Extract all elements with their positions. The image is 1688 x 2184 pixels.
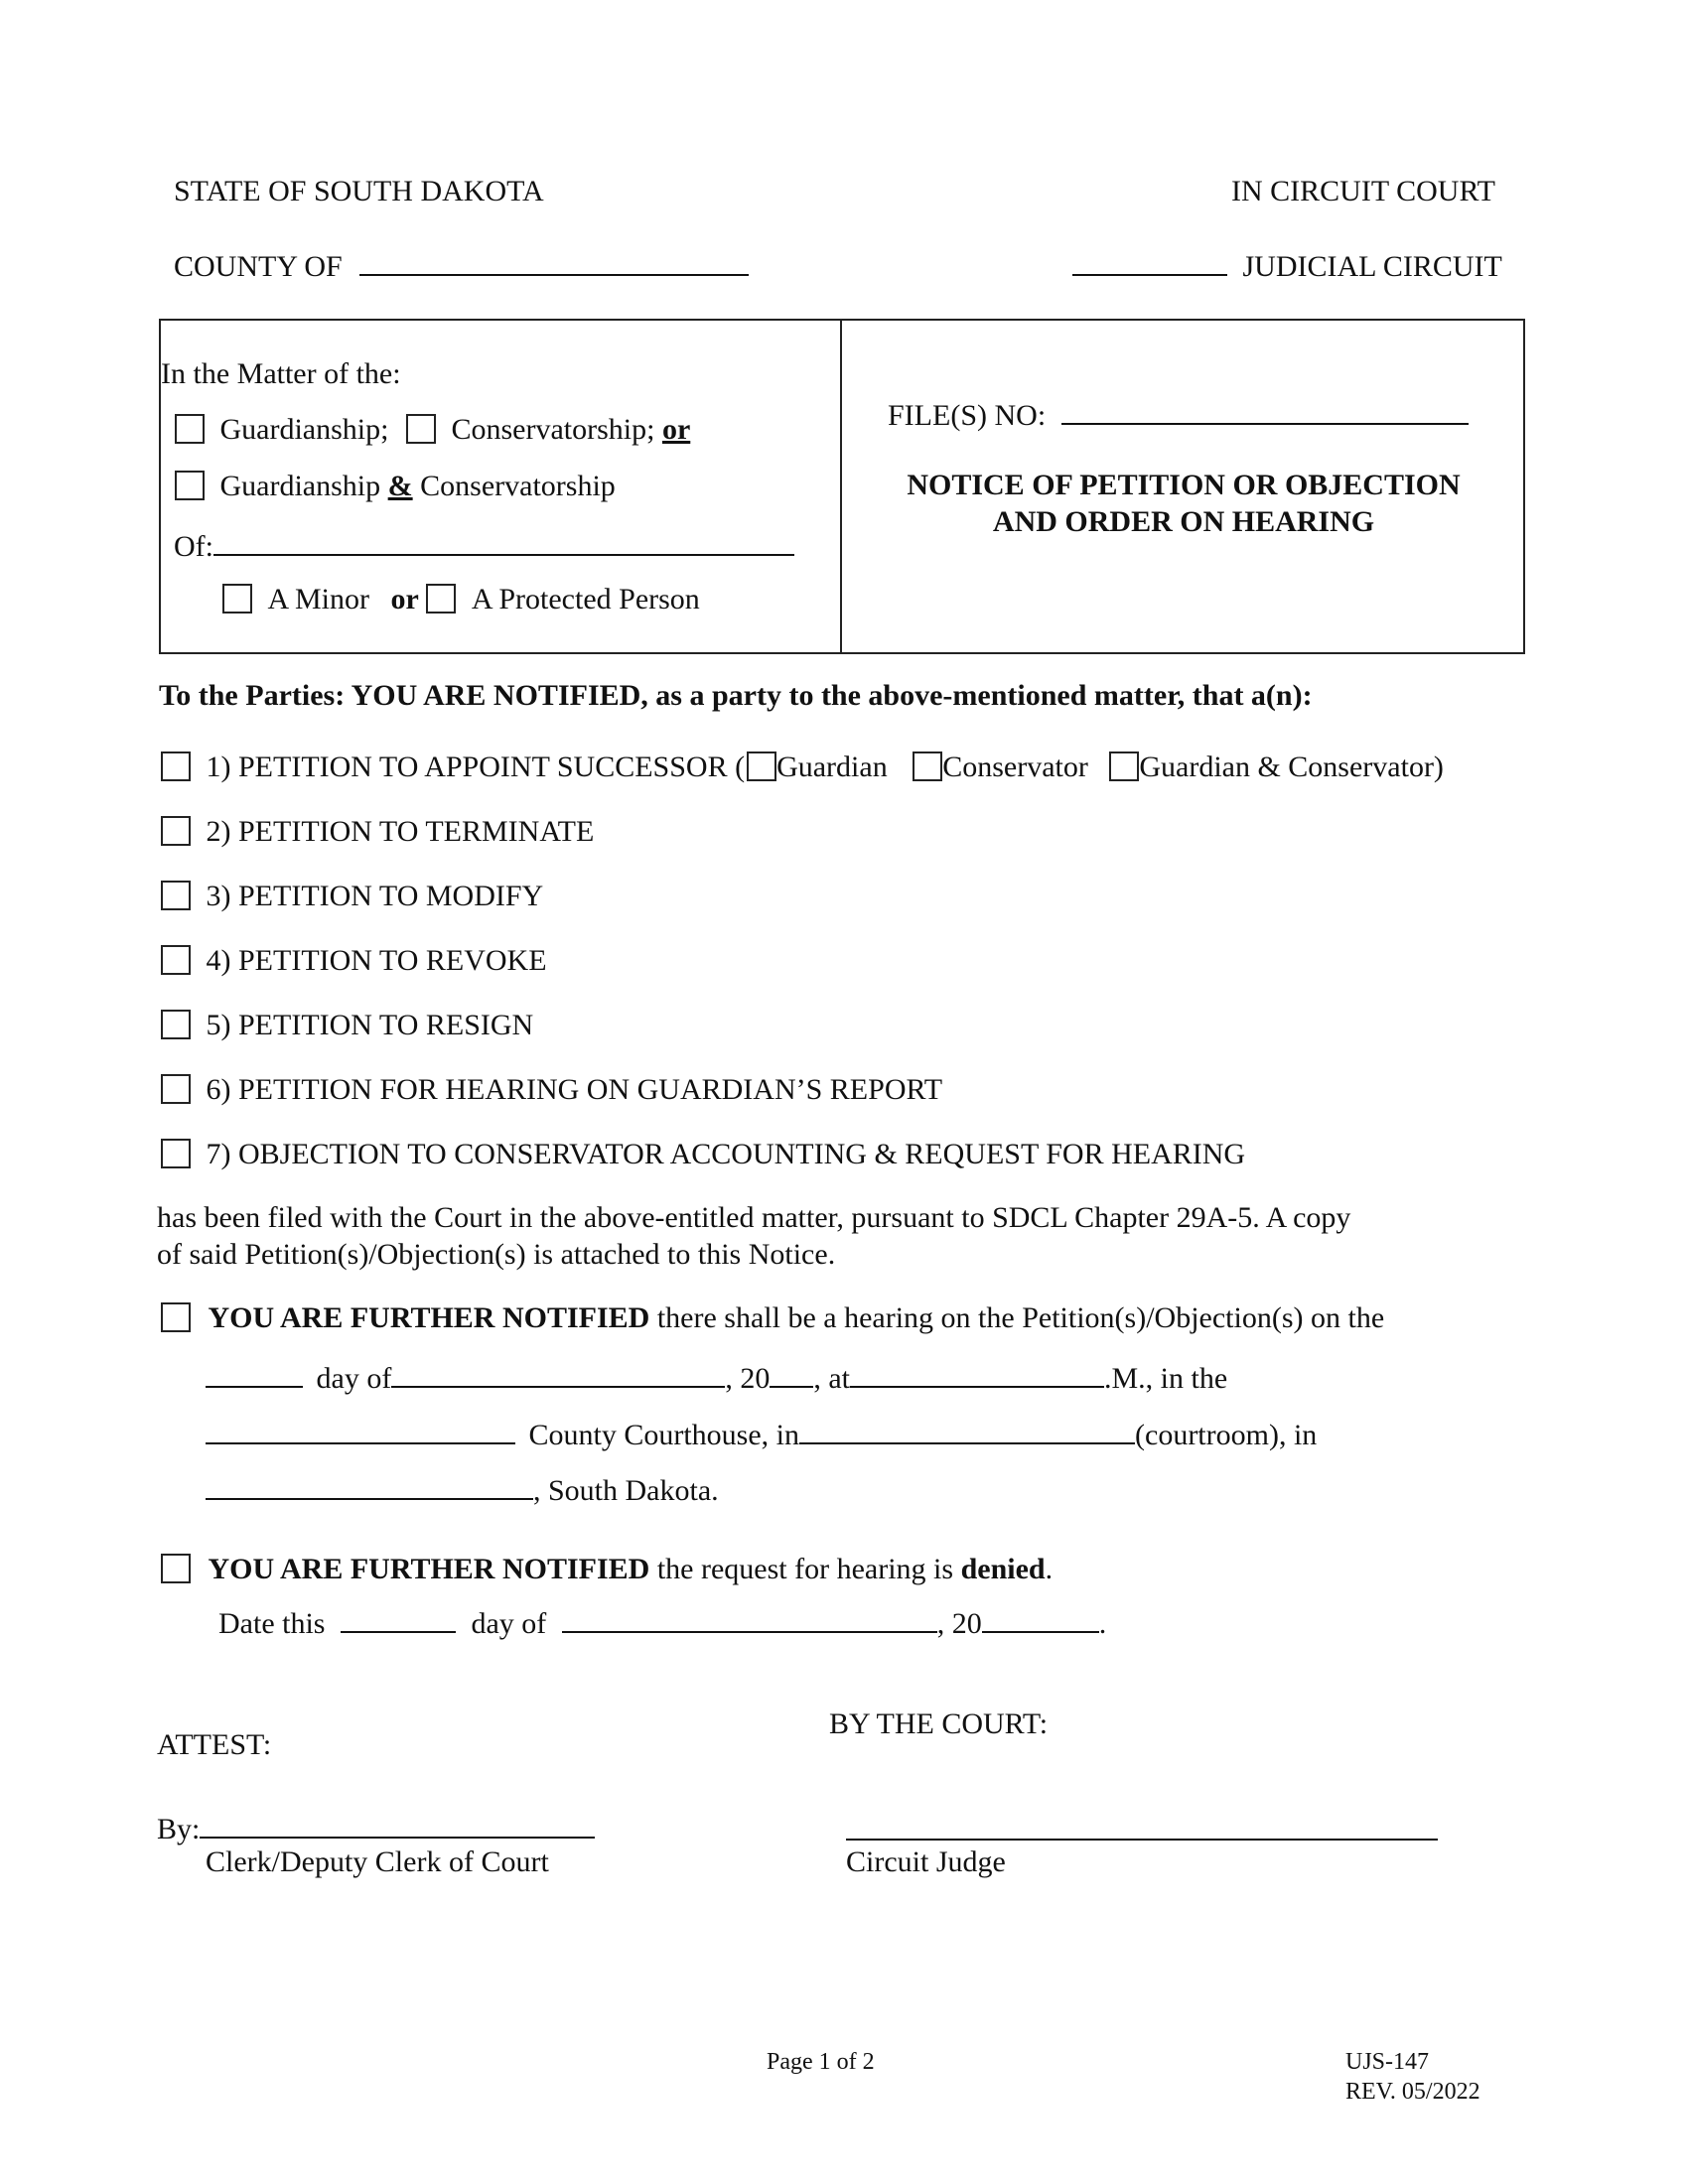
county-label: COUNTY OF [174,250,343,283]
denied-checkbox[interactable] [161,1554,191,1583]
hearing-text: there shall be a hearing on the Petition(s)/Objection(s) on the [656,1301,1385,1334]
item-6 [161,1073,942,1107]
judicial-circuit-label: JUDICIAL CIRCUIT [1242,250,1502,283]
date-month-field[interactable] [562,1603,937,1633]
form-id: UJS-147 [1345,2049,1430,2075]
hearing-time-field[interactable] [850,1358,1104,1388]
hearing-day-field[interactable] [206,1358,303,1388]
minor-checkbox[interactable] [222,584,252,614]
form-revision: REV. 05/2022 [1345,2079,1480,2105]
item-2 [161,815,594,849]
year-prefix: , 20 [725,1362,771,1395]
hearing-location-row [206,1415,1317,1452]
guardianship-label: Guardianship; [219,413,389,446]
clerk-signature-field[interactable] [200,1809,595,1839]
denied-notified-bold: YOU ARE FURTHER NOTIFIED [208,1553,650,1585]
ward-name-field[interactable] [213,526,794,556]
county-courthouse-field[interactable] [206,1415,515,1444]
hearing-city-row [206,1470,719,1508]
judge-signature-line[interactable] [846,1839,1438,1841]
item-5-checkbox[interactable] [161,1010,191,1039]
date-day-of-label: day of [471,1607,547,1640]
or-label: or [661,413,691,446]
file-no-label: FILE(S) NO: [888,399,1047,432]
courtroom-field[interactable] [799,1415,1135,1444]
item-7-checkbox[interactable] [161,1139,191,1168]
denied-row [161,1553,1053,1586]
clerk-caption: Clerk/Deputy Clerk of Court [206,1845,549,1878]
clerk-signature-row [157,1809,595,1846]
city-field[interactable] [206,1470,533,1500]
am-pm-label: .M., in the [1103,1362,1228,1395]
denied-period: . [1045,1553,1054,1585]
successor-both-checkbox[interactable] [1109,751,1139,781]
form-title-line-1: NOTICE OF PETITION OR OBJECTION [907,469,1461,501]
file-no-row [888,395,1469,433]
judge-caption: Circuit Judge [846,1845,1006,1878]
page-number: Page 1 of 2 [767,2049,875,2075]
date-day-field[interactable] [341,1603,456,1633]
conservatorship-label-2: Conservatorship [420,470,616,502]
attest-label: ATTEST: [157,1728,272,1761]
at-label: , at [813,1362,850,1395]
successor-both-label: Guardian & Conservator) [1139,751,1444,783]
notice-intro: To the Parties: YOU ARE NOTIFIED, as a party to the above-mentioned matter, that a(n): [159,679,1313,712]
minor-label: A Minor [267,583,370,615]
file-no-field[interactable] [1061,395,1469,425]
or-label-2: or [390,583,419,615]
form-title-line-2: AND ORDER ON HEARING [992,505,1375,538]
ampersand-label: & [387,470,413,502]
item-1-label: 1) PETITION TO APPOINT SUCCESSOR ( [206,751,746,783]
of-row [174,526,794,564]
hearing-row [161,1301,1384,1335]
state-heading: STATE OF SOUTH DAKOTA [174,175,544,207]
item-7-label: 7) OBJECTION TO CONSERVATOR ACCOUNTING & REQUEST FOR HEARING [206,1138,1246,1170]
protected-person-label: A Protected Person [471,583,700,615]
item-6-checkbox[interactable] [161,1074,191,1104]
item-4 [161,944,547,978]
county-row [174,246,749,284]
item-2-label: 2) PETITION TO TERMINATE [206,815,595,848]
item-6-label: 6) PETITION FOR HEARING ON GUARDIAN’S REPORT [206,1073,943,1106]
of-label: Of: [174,530,213,563]
hearing-year-field[interactable] [770,1358,813,1388]
item-5 [161,1009,533,1042]
by-label: By: [157,1813,201,1845]
protected-person-checkbox[interactable] [426,584,456,614]
judicial-circuit-row [1072,246,1502,284]
item-1-checkbox[interactable] [161,751,191,781]
court-heading: IN CIRCUIT COURT [1231,175,1495,207]
hearing-month-field[interactable] [391,1358,725,1388]
date-period: . [1098,1607,1107,1640]
conservatorship-checkbox[interactable] [406,414,436,444]
by-the-court-label: BY THE COURT: [829,1707,1049,1740]
ward-type-row [222,583,700,616]
date-year-prefix: , 20 [936,1607,982,1640]
courtroom-label: (courtroom), in [1135,1419,1318,1451]
successor-conservator-label: Conservator [942,751,1088,783]
item-7 [161,1138,1245,1171]
item-4-label: 4) PETITION TO REVOKE [206,944,547,977]
south-dakota-label: , South Dakota. [533,1474,719,1507]
circuit-number-field[interactable] [1072,246,1227,276]
hearing-notified-bold: YOU ARE FURTHER NOTIFIED [208,1301,650,1334]
denied-text: the request for hearing is [656,1553,954,1585]
date-this-label: Date this [218,1607,326,1640]
conservatorship-label: Conservatorship; [451,413,655,446]
successor-guardian-checkbox[interactable] [747,751,776,781]
successor-conservator-checkbox[interactable] [913,751,942,781]
guardianship-checkbox[interactable] [175,414,205,444]
hearing-date-row [206,1358,1227,1396]
matter-of-label: In the Matter of the: [161,357,401,390]
matter-row-1 [175,413,690,447]
item-2-checkbox[interactable] [161,816,191,846]
filed-line-2: of said Petition(s)/Objection(s) is attached to this Notice. [157,1238,836,1271]
filed-line-1: has been filed with the Court in the above-entitled matter, pursuant to SDCL Chapter 29A-5. A copy [157,1201,1351,1234]
matter-row-2 [175,470,616,503]
day-of-label: day of [316,1362,392,1395]
item-1 [161,751,1444,784]
successor-guardian-label: Guardian [776,751,888,783]
hearing-checkbox[interactable] [161,1302,191,1332]
item-4-checkbox[interactable] [161,945,191,975]
guardianship-conservatorship-checkbox[interactable] [175,471,205,500]
county-field[interactable] [359,246,749,276]
date-year-field[interactable] [982,1603,1099,1633]
item-3 [161,880,543,913]
item-3-label: 3) PETITION TO MODIFY [206,880,544,912]
guardianship-label-2: Guardianship [219,470,381,502]
county-courthouse-label: County Courthouse, in [528,1419,800,1451]
item-3-checkbox[interactable] [161,881,191,910]
denied-word: denied [960,1553,1046,1585]
date-this-row [218,1603,1106,1641]
item-5-label: 5) PETITION TO RESIGN [206,1009,534,1041]
